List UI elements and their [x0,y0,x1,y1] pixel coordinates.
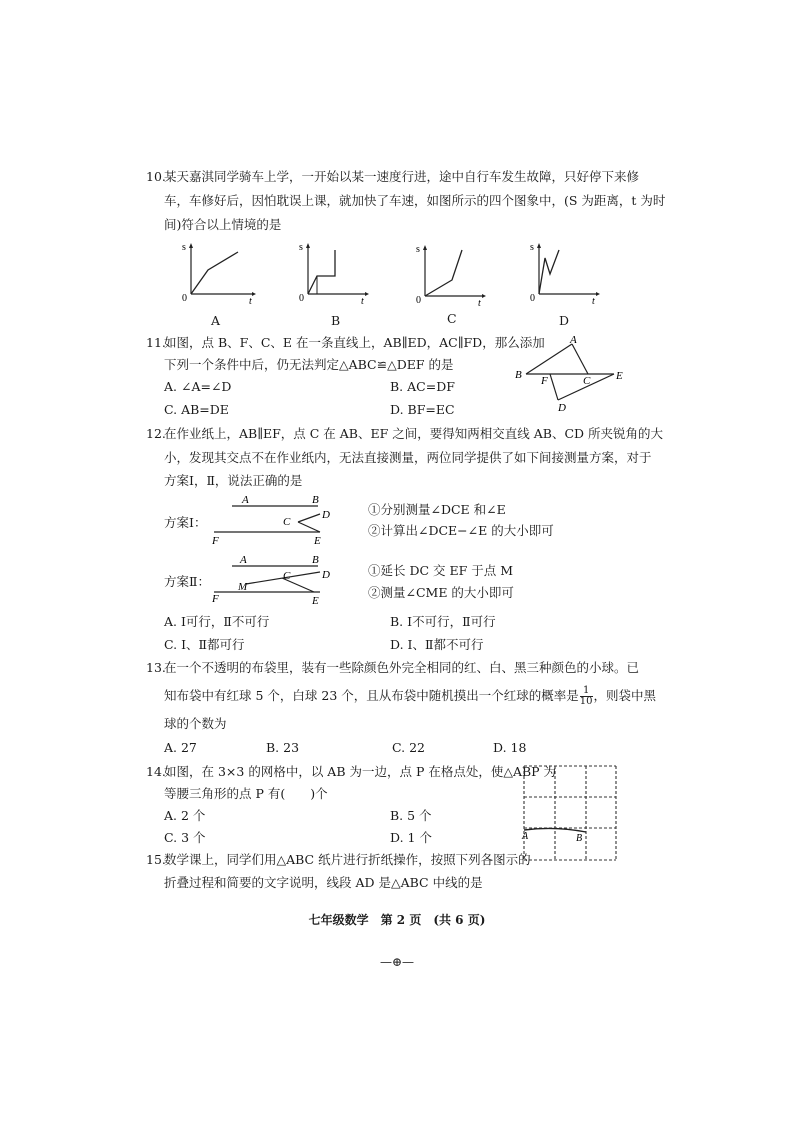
q13-number: 13. [146,660,166,675]
q12-f1-f: F [212,535,219,547]
q12-f2-a: A [240,554,247,566]
q12-plan2-step2: ②测量∠CME 的大小即可 [368,585,514,600]
q14-label-a: A [522,831,529,842]
q12-f1-a: A [242,494,249,506]
q14-option-d: D. 1 个 [390,830,432,845]
q11-figure [510,332,630,416]
q14-option-b: B. 5 个 [390,808,432,823]
q12-f1-b: B [312,494,319,506]
q12-line3: 方案Ⅰ，Ⅱ，说法正确的是 [164,473,303,488]
q12-option-b: B. Ⅰ不可行，Ⅱ可行 [390,614,496,629]
q12-option-a: A. Ⅰ可行，Ⅱ不可行 [164,614,270,629]
q11-label-c: C [583,375,591,387]
q12-f2-c: C [283,570,291,582]
q12-f1-e: E [314,535,321,547]
q11-label-d: D [558,402,566,414]
q13-option-a: A. 27 [164,740,197,755]
page-footer: 七年级数学 第 2 页 (共 6 页) [308,913,486,927]
q10-a-origin: 0 [182,293,187,304]
q10-graph-c [412,240,492,310]
q10-graph-a [178,240,258,310]
q15-number: 15. [146,852,166,867]
q12-plan1-figure [206,492,336,548]
q13-option-c: C. 22 [392,740,425,755]
q14-grid [518,762,622,868]
q10-d-axis-s: s [530,242,534,253]
q13-fraction [580,686,593,707]
q12-f2-b: B [312,554,319,566]
q12-plan1-step2: ②计算出∠DCE−∠E 的大小即可 [368,523,554,538]
q12-f2-m: M [238,581,248,593]
q12-line2: 小，发现其交点不在作业纸内，无法直接测量，两位同学提供了如下间接测量方案，对于 [164,450,652,465]
q10-option-c: C [447,311,457,326]
q12-f1-c: C [283,516,291,528]
q14-line1: 如图，在 3×3 的网格中，以 AB 为一边，点 P 在格点处，使△ABP 为 [164,764,557,779]
q10-a-axis-s: s [182,242,186,253]
q13-line2-post: ，则袋中黑 [593,688,657,703]
q10-line3: 间)符合以上情境的是 [164,217,282,232]
q10-c-origin: 0 [416,295,421,306]
q12-f2-d: D [322,569,330,581]
q15-line1: 数学课上，同学们用△ABC 纸片进行折纸操作，按照下列各图示的 [164,852,531,867]
q12-line1: 在作业纸上，AB∥EF，点 C 在 AB、EF 之间，要得知两相交直线 AB、CD 所夹锐角的大 [164,426,664,441]
q10-c-axis-s: s [416,244,420,255]
q10-graph-b [295,240,375,310]
q10-b-axis-t: t [361,296,364,307]
q13-line3: 球的个数为 [164,716,227,731]
q14-label-b: B [576,833,583,844]
q13-option-d: D. 18 [493,740,527,755]
q12-f1-d: D [322,509,330,521]
q13-line2 [164,684,656,708]
q14-option-a: A. 2 个 [164,808,206,823]
q12-plan1-label: 方案Ⅰ： [164,515,207,530]
q12-number: 12. [146,426,166,441]
q11-option-a: A. ∠A=∠D [164,379,232,394]
q13-frac-num: 1 [580,686,593,697]
q12-plan2-figure [206,552,336,608]
q11-option-c: C. AB=DE [164,402,229,417]
q12-plan1-step1: ①分别测量∠DCE 和∠E [368,502,506,517]
q10-c-axis-t: t [478,298,481,309]
q12-f2-f: F [212,593,219,605]
q13-option-b: B. 23 [266,740,300,755]
q14-line2: 等腰三角形的点 P 有( )个 [164,786,328,801]
q10-option-d: D [559,313,570,328]
q11-label-e: E [616,370,623,382]
q11-label-f: F [541,375,548,387]
q10-line1: 某天嘉淇同学骑车上学，一开始以某一速度行进，途中自行车发生故障，只好停下来修 [164,169,640,184]
q10-b-origin: 0 [299,293,304,304]
q14-number: 14. [146,764,166,779]
q14-option-c: C. 3 个 [164,830,206,845]
q15-line2: 折叠过程和简要的文字说明，线段 AD 是△ABC 中线的是 [164,875,483,890]
q11-label-a: A [570,334,577,346]
q10-number: 10. [146,169,166,184]
q10-d-axis-t: t [592,296,595,307]
q13-line1: 在一个不透明的布袋里，装有一些除颜色外完全相同的红、白、黑三种颜色的小球。已 [164,660,640,675]
q11-number: 11. [146,335,166,350]
q12-f2-e: E [312,595,319,607]
q11-option-d: D. BF=EC [390,402,455,417]
q10-graph-d [526,238,606,308]
q13-frac-den: 10 [579,696,593,707]
q13-line2-pre: 知布袋中有红球 5 个，白球 23 个，且从布袋中随机摸出一个红球的概率是 [164,688,579,703]
q12-plan2-step1: ①延长 DC 交 EF 于点 M [368,563,514,578]
q10-option-a: A [211,313,221,328]
q12-option-c: C. Ⅰ、Ⅱ都可行 [164,637,245,652]
q11-line2: 下列一个条件中后，仍无法判定△ABC≌△DEF 的是 [164,357,454,372]
q11-option-b: B. AC=DF [390,379,455,394]
binding-mark: —⊕— [379,955,415,969]
q11-label-b: B [515,369,522,381]
q10-a-axis-t: t [249,296,252,307]
q12-option-d: D. Ⅰ、Ⅱ都不可行 [390,637,484,652]
q10-d-origin: 0 [530,293,535,304]
q10-option-b: B [331,313,341,328]
q12-plan2-label: 方案Ⅱ： [164,574,210,589]
q11-line1: 如图，点 B、F、C、E 在一条直线上，AB∥ED，AC∥FD，那么添加 [164,335,545,350]
q10-line2: 车，车修好后，因怕耽误上课，就加快了车速，如图所示的四个图象中，(S 为距离，t 为时 [164,193,666,208]
q10-b-axis-s: s [299,242,303,253]
